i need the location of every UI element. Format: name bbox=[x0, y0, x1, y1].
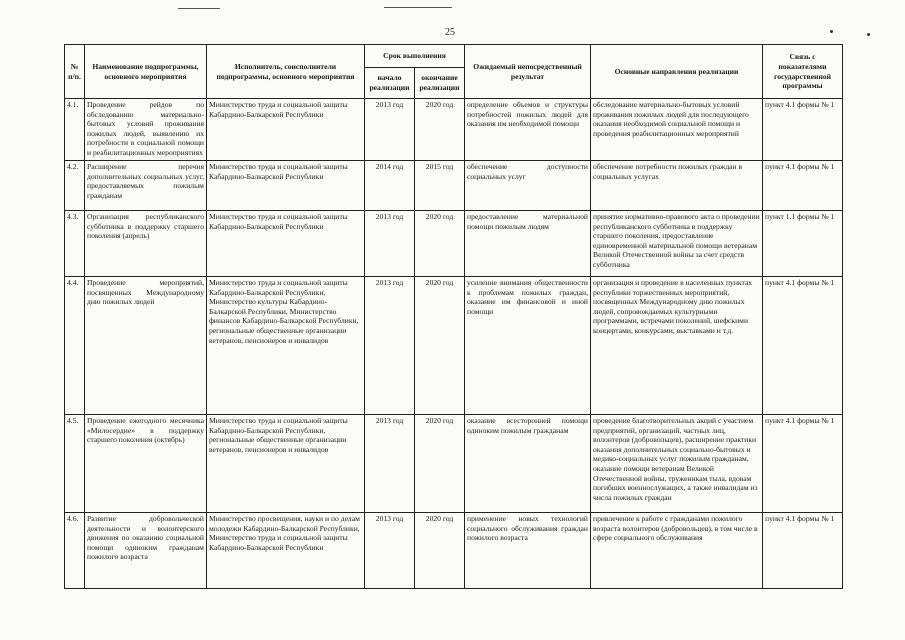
row-link: пункт 4.1 формы № 1 bbox=[763, 277, 843, 415]
row-result: предоставление материальной помощи пожилым людям bbox=[465, 211, 591, 277]
row-link: пункт 1.1 формы № 1 bbox=[763, 211, 843, 277]
row-name: Проведение мероприятий, посвященных Международному дню пожилых людей bbox=[85, 277, 207, 415]
col-header-end: окончание реализации bbox=[415, 68, 465, 99]
row-end: 2020 год bbox=[415, 99, 465, 161]
page-number: 25 bbox=[445, 27, 455, 38]
row-start: 2013 год bbox=[365, 277, 415, 415]
row-link: пункт 4.1 формы № 1 bbox=[763, 415, 843, 513]
row-executor: Министерство труда и социальной защиты Кабардино-Балкарской Республики bbox=[207, 99, 365, 161]
row-link: пункт 4.1 формы № 1 bbox=[763, 513, 843, 589]
table-row bbox=[65, 211, 843, 277]
row-name: Проведение рейдов по обследованию материально-бытовых условий проживания пожилых людей, выявлению их потребности в социальной помощи и реабилитационных мероприятиях bbox=[85, 99, 207, 161]
table-row bbox=[65, 513, 843, 589]
row-link: пункт 4.1 формы № 1 bbox=[763, 161, 843, 211]
col-header-executor: Исполнитель, соисполнители подпрограммы, основного мероприятия bbox=[207, 45, 365, 99]
row-result: обеспечение доступности социальных услуг bbox=[465, 161, 591, 211]
row-link: пункт 4.1 формы № 1 bbox=[763, 99, 843, 161]
row-name: Развитие добровольческой деятельности и волонтерского движения по оказанию социальной помощи одиноким гражданам пожилого возраста bbox=[85, 513, 207, 589]
program-table bbox=[64, 44, 843, 589]
row-start: 2013 год bbox=[365, 415, 415, 513]
row-num: 4.1. bbox=[65, 99, 85, 161]
col-header-num: № п/п. bbox=[65, 45, 85, 99]
row-directions: принятие нормативно-правового акта о проведении республиканского субботника в поддержку старшего поколения, предоставление единовременной материальной помощи ветеранам Великой Отечественной войны за счет средств субботника bbox=[591, 211, 763, 277]
row-start: 2013 год bbox=[365, 99, 415, 161]
row-executor: Министерство труда и социальной защиты Кабардино-Балкарской Республики, Министерство культуры Кабардино-Балкарской Республики, Министерство финансов Кабардино-Балкарской Республики, региональные общественные организации ветеранов, пенсионеров и инвалидов bbox=[207, 277, 365, 415]
row-num: 4.4. bbox=[65, 277, 85, 415]
header-row bbox=[65, 45, 843, 68]
row-num: 4.5. bbox=[65, 415, 85, 513]
row-end: 2020 год bbox=[415, 415, 465, 513]
col-header-directions: Основные направления реализации bbox=[591, 45, 763, 99]
row-directions: обеспечение потребности пожилых граждан в социальных услугах bbox=[591, 161, 763, 211]
scan-speck bbox=[867, 33, 870, 36]
row-executor: Министерство просвещения, науки и по делам молодежи Кабардино-Балкарской Республики, Министерство труда и социальной защиты Кабардино-Балкарской Республики bbox=[207, 513, 365, 589]
row-directions: обследование материально-бытовых условий проживания пожилых людей для последующего оказания необходимой социальной помощи и проведения реабилитационных мероприятий bbox=[591, 99, 763, 161]
table-row bbox=[65, 99, 843, 161]
table-row bbox=[65, 161, 843, 211]
row-result: оказание всесторонней помощи одиноким пожилым гражданам bbox=[465, 415, 591, 513]
row-name: Организация республиканского субботника в поддержку старшего поколения (апрель) bbox=[85, 211, 207, 277]
row-num: 4.3. bbox=[65, 211, 85, 277]
row-end: 2020 год bbox=[415, 277, 465, 415]
row-directions: привлечение к работе с гражданами пожилого возраста волонтеров (добровольцев), в том числе в сфере социального обслуживания bbox=[591, 513, 763, 589]
row-end: 2020 год bbox=[415, 513, 465, 589]
row-name: Расширение перечня дополнительных социальных услуг, предоставляемых пожилым гражданам bbox=[85, 161, 207, 211]
row-end: 2020 год bbox=[415, 211, 465, 277]
row-executor: Министерство труда и социальной защиты Кабардино-Балкарской Республики, региональные общественные организации ветеранов, пенсионеров и инвалидов bbox=[207, 415, 365, 513]
col-header-name: Наименование подпрограммы, основного мероприятия bbox=[85, 45, 207, 99]
col-header-term: Срок выполнения bbox=[365, 45, 465, 68]
row-start: 2013 год bbox=[365, 211, 415, 277]
row-end: 2015 год bbox=[415, 161, 465, 211]
row-name: Проведение ежегодного месячника «Милосердие» в поддержку старшего поколения (октябрь) bbox=[85, 415, 207, 513]
row-result: применение новых технологий социального обслуживания граждан пожилого возраста bbox=[465, 513, 591, 589]
row-result: определение объемов и структуры потребностей пожилых людей для оказания им необходимой помощи bbox=[465, 99, 591, 161]
table-row bbox=[65, 415, 843, 513]
row-start: 2013 год bbox=[365, 513, 415, 589]
scan-artifact-line bbox=[178, 8, 220, 9]
col-header-result: Ожидаемый непосредственный результат bbox=[465, 45, 591, 99]
row-executor: Министерство труда и социальной защиты Кабардино-Балкарской Республики bbox=[207, 161, 365, 211]
row-directions: проведение благотворительных акций с участием предприятий, организаций, частных лиц, волонтеров (добровольцев), расширение практики оказания дополнительных социально-бытовых и медико-социальных услуг пожилым гражданам, оказание помощи ветеранам Великой Отечественной войны, труженикам тыла, вдовам погибших военнослужащих, а также инвалидам из числа пожилых граждан bbox=[591, 415, 763, 513]
row-num: 4.2. bbox=[65, 161, 85, 211]
row-executor: Министерство труда и социальной защиты Кабардино-Балкарской Республики bbox=[207, 211, 365, 277]
row-directions: организация и проведение в населенных пунктах республики торжественных мероприятий, посвященных Международному дню пожилых людей, сопровождаемых культурными программами, встречами поколений, шефскими концертами, конкурсами, выставками и т.д. bbox=[591, 277, 763, 415]
scan-speck bbox=[830, 30, 833, 33]
table-row bbox=[65, 277, 843, 415]
col-header-link: Связь с показателями государственной программы bbox=[763, 45, 843, 99]
scan-artifact-line bbox=[384, 7, 452, 8]
row-result: усиление внимания общественности к проблемам пожилых граждан, оказание им финансовой и иной помощи bbox=[465, 277, 591, 415]
row-num: 4.6. bbox=[65, 513, 85, 589]
col-header-start: начало реализации bbox=[365, 68, 415, 99]
row-start: 2014 год bbox=[365, 161, 415, 211]
